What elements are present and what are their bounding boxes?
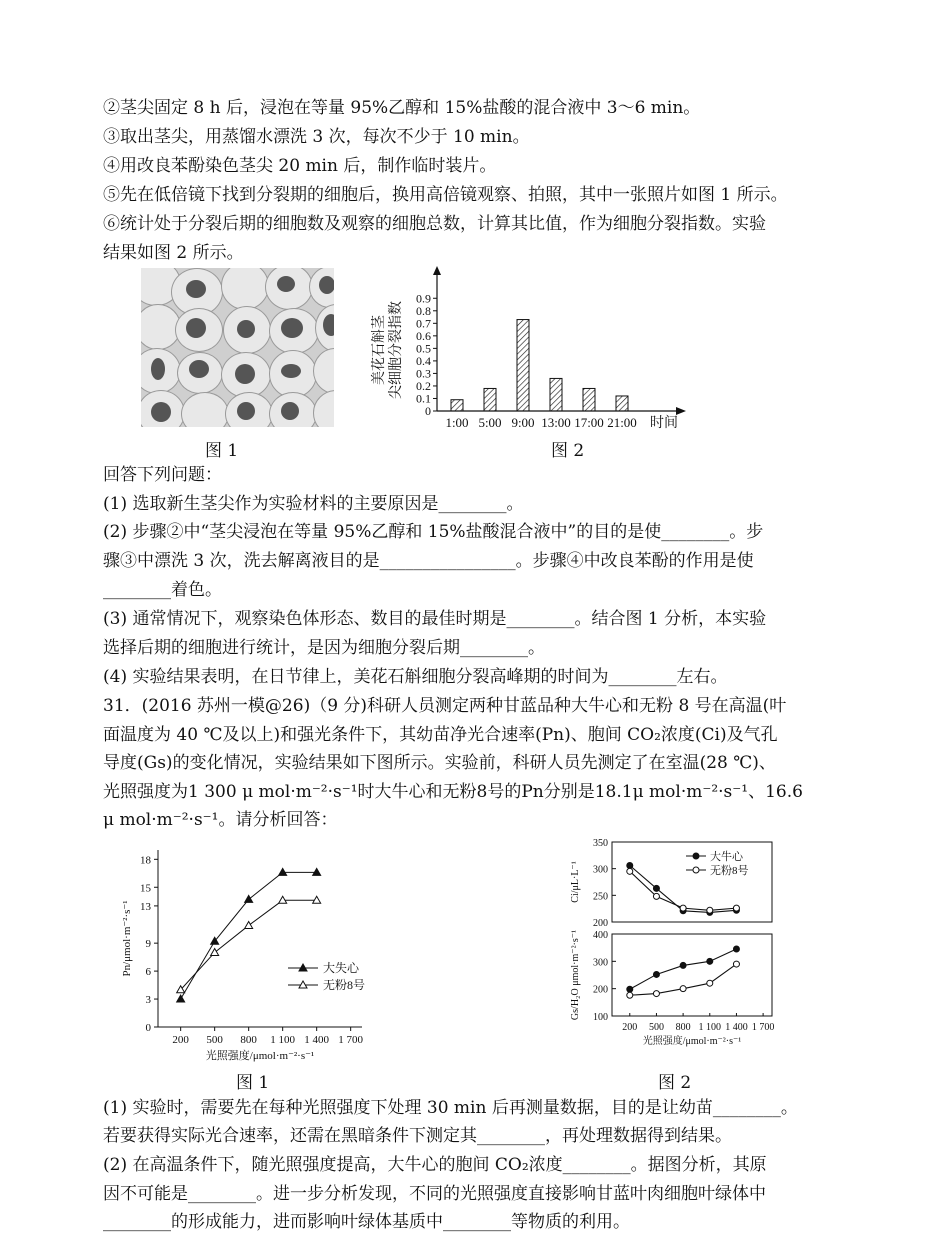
text-line: ③取出茎尖，用蒸馏水漂洗 3 次，每次不少于 10 min。 [103,127,530,147]
y-tick-label: 250 [593,891,608,903]
text-line: (3) 通常情况下，观察染色体形态、数目的最佳时期是________。结合图 1 分析，本实验 [103,609,767,629]
legend-label: 无粉8号 [710,865,749,877]
text-line: ⑥统计处于分裂后期的细胞数及观察的细胞总数，计算其比值，作为细胞分裂指数。实验 [103,214,766,234]
y-tick-label: 18 [140,854,151,867]
text-line: μ mol·m⁻²·s⁻¹。请分析回答： [103,810,338,830]
x-axis-label: 光照强度/μmol·m⁻²·s⁻¹ [642,1036,742,1047]
data-point [211,948,219,955]
y-tick-label: 6 [145,966,151,979]
y-tick-label: 100 [593,1012,608,1023]
gs-line-chart [560,926,782,1056]
x-tick-label: 1 100 [270,1034,296,1046]
x-tick-label: 200 [172,1034,189,1046]
data-point [653,885,659,891]
y-axis-label: Pn/μmol·m⁻²·s⁻¹ [121,900,133,977]
bar [550,378,562,411]
y-tick-label: 0 [145,1022,151,1034]
pn-line-chart [112,842,382,1064]
data-point [707,980,713,986]
text-line: ________的形成能力，进而影响叶绿体基质中________等物质的利用。 [103,1212,630,1232]
plot-frame [612,842,772,922]
text-line: 31．(2016 苏州一模@26)（9 分)科研人员测定两种甘蓝品种大牛心和无粉 8 号在高温(叶 [103,696,787,716]
y-tick-label: 0.9 [416,291,431,306]
text-line: 若要获得实际光合速率，还需在黑暗条件下测定其________，再处理数据得到结果。 [103,1126,732,1146]
text-line: 因不可能是________。进一步分析发现，不同的光照强度直接影响甘蓝叶肉细胞叶绿体中 [103,1184,766,1204]
legend-label: 大失心 [323,961,360,975]
y-tick-label: 200 [593,984,608,996]
y-tick-label: 0.2 [416,378,431,393]
y-tick-label: 0 [425,404,431,418]
bar [583,388,595,411]
x-axis-label: 光照强度/μmol·m⁻²·s⁻¹ [205,1050,315,1062]
text-line: (1) 实验时，需要先在每种光照强度下处理 30 min 后再测量数据，目的是让幼苗________。 [103,1098,798,1118]
x-axis-label: 时间 [650,416,678,431]
x-tick-label: 9:00 [511,415,535,430]
y-axis-label: Gs/H₂O μmol·m⁻²·s⁻¹ [570,929,581,1021]
x-tick-label: 800 [675,1022,691,1033]
x-tick-label: 13:00 [541,415,571,430]
text-line: 导度(Gs)的变化情况，实验结果如下图所示。实验前，科研人员先测定了在室温(28 ℃)、 [103,753,776,773]
x-tick-label: 500 [206,1034,223,1046]
x-tick-label: 1 100 [698,1022,722,1033]
y-tick-label: 300 [593,957,608,969]
text-line: 光照强度为1 300 μ mol·m⁻²·s⁻¹时大牛心和无粉8号的Pn分别是18.1μ mol·m⁻²·s⁻¹、16.6 [103,782,803,802]
legend-marker [693,867,699,873]
data-point [680,962,686,968]
text-line: (1) 选取新生茎尖作为实验材料的主要原因是________。 [103,494,524,514]
text-line: (2) 在高温条件下，随光照强度提高，大牛心的胞间 CO₂浓度________。据图分析，其原 [103,1155,767,1175]
data-point [733,961,739,967]
y-tick-label: 0.3 [416,366,431,381]
y-tick-label: 0.4 [416,353,431,368]
data-point [653,991,659,997]
figure-caption: 图 1 [236,1073,270,1093]
y-tick-label: 3 [145,994,151,1007]
data-point [245,895,253,902]
data-point [627,862,633,868]
text-line: 回答下列问题： [103,465,222,485]
y-axis-label: 美花石斛茎 [372,315,387,385]
bar [616,396,628,411]
bar [517,320,529,411]
data-point [627,868,633,874]
legend-label: 无粉8号 [323,978,366,992]
data-point [707,958,713,964]
legend-marker [693,853,699,859]
figure-caption: 图 1 [205,441,239,461]
x-tick-label: 500 [648,1022,664,1033]
text-line: 骤③中漂洗 3 次，洗去解离液目的是________________。步骤④中改良苯酚的作用是使 [103,551,754,571]
text-line: ④用改良苯酚染色茎尖 20 min 后，制作临时装片。 [103,156,497,176]
data-point [177,995,185,1002]
series-line [630,949,737,989]
series-line [181,872,317,999]
y-tick-label: 400 [593,930,608,941]
x-tick-label: 800 [240,1034,257,1046]
x-tick-label: 17:00 [574,415,604,430]
micrograph-image [141,268,334,427]
text-line: ________着色。 [103,580,222,600]
x-tick-label: 1 400 [725,1022,748,1033]
y-tick-label: 15 [140,882,151,895]
data-point [627,986,633,992]
x-tick-label: 1 400 [304,1034,330,1046]
data-point [733,946,739,952]
text-line: 结果如图 2 所示。 [103,243,244,263]
data-point [680,986,686,992]
legend-label: 大牛心 [710,851,743,863]
y-axis-arrow [433,266,441,275]
data-point [245,921,253,928]
bar [484,388,496,411]
data-point [707,907,713,913]
y-tick-label: 0.5 [416,341,431,356]
x-tick-label: 1:00 [445,415,469,430]
text-line: (2) 步骤②中“茎尖浸泡在等量 95%乙醇和 15%盐酸混合液中”的目的是使________。步 [103,522,764,542]
data-point [733,905,739,911]
x-tick-label: 21:00 [607,415,637,430]
text-line: 面温度为 40 ℃及以上)和强光条件下，其幼苗净光合速率(Pn)、胞间 CO₂浓度(Ci)及气孔 [103,725,778,745]
y-tick-label: 0.1 [416,391,431,406]
y-tick-label: 0.6 [416,328,431,343]
y-tick-label: 200 [593,918,608,929]
plot-frame [612,934,772,1016]
bar [451,400,463,411]
text-line: ⑤先在低倍镜下找到分裂期的细胞后，换用高倍镜观察、拍照，其中一张照片如图 1 所示。 [103,185,788,205]
figure-caption: 图 2 [658,1073,692,1093]
x-axis-arrow [676,407,686,415]
x-tick-label: 1 700 [751,1022,775,1033]
bar-chart [360,262,690,434]
series-line [181,900,317,989]
figure-caption: 图 2 [551,441,585,461]
data-point [313,896,321,903]
data-point [653,971,659,977]
series-line [630,871,737,910]
y-axis-label: Ci/μL·L⁻¹ [570,861,581,903]
x-tick-label: 200 [622,1022,638,1033]
data-point [653,893,659,899]
y-tick-label: 350 [593,838,608,849]
text-line: 选择后期的细胞进行统计，是因为细胞分裂后期________。 [103,638,545,658]
text-line: (4) 实验结果表明，在日节律上，美花石斛细胞分裂高峰期的时间为________左右。 [103,667,728,687]
x-tick-label: 1 700 [338,1034,364,1046]
y-tick-label: 13 [140,900,151,913]
y-tick-label: 300 [593,864,608,876]
y-tick-label: 0.7 [416,316,431,331]
x-tick-label: 5:00 [478,415,502,430]
data-point [279,896,287,903]
data-point [627,992,633,998]
ci-line-chart [560,834,782,930]
y-tick-label: 0.8 [416,303,431,318]
y-axis-label: 尖细胞分裂指数 [389,301,404,399]
data-point [680,905,686,911]
text-line: ②茎尖固定 8 h 后，浸泡在等量 95%乙醇和 15%盐酸的混合液中 3～6 min。 [103,98,701,118]
y-tick-label: 9 [145,938,151,951]
